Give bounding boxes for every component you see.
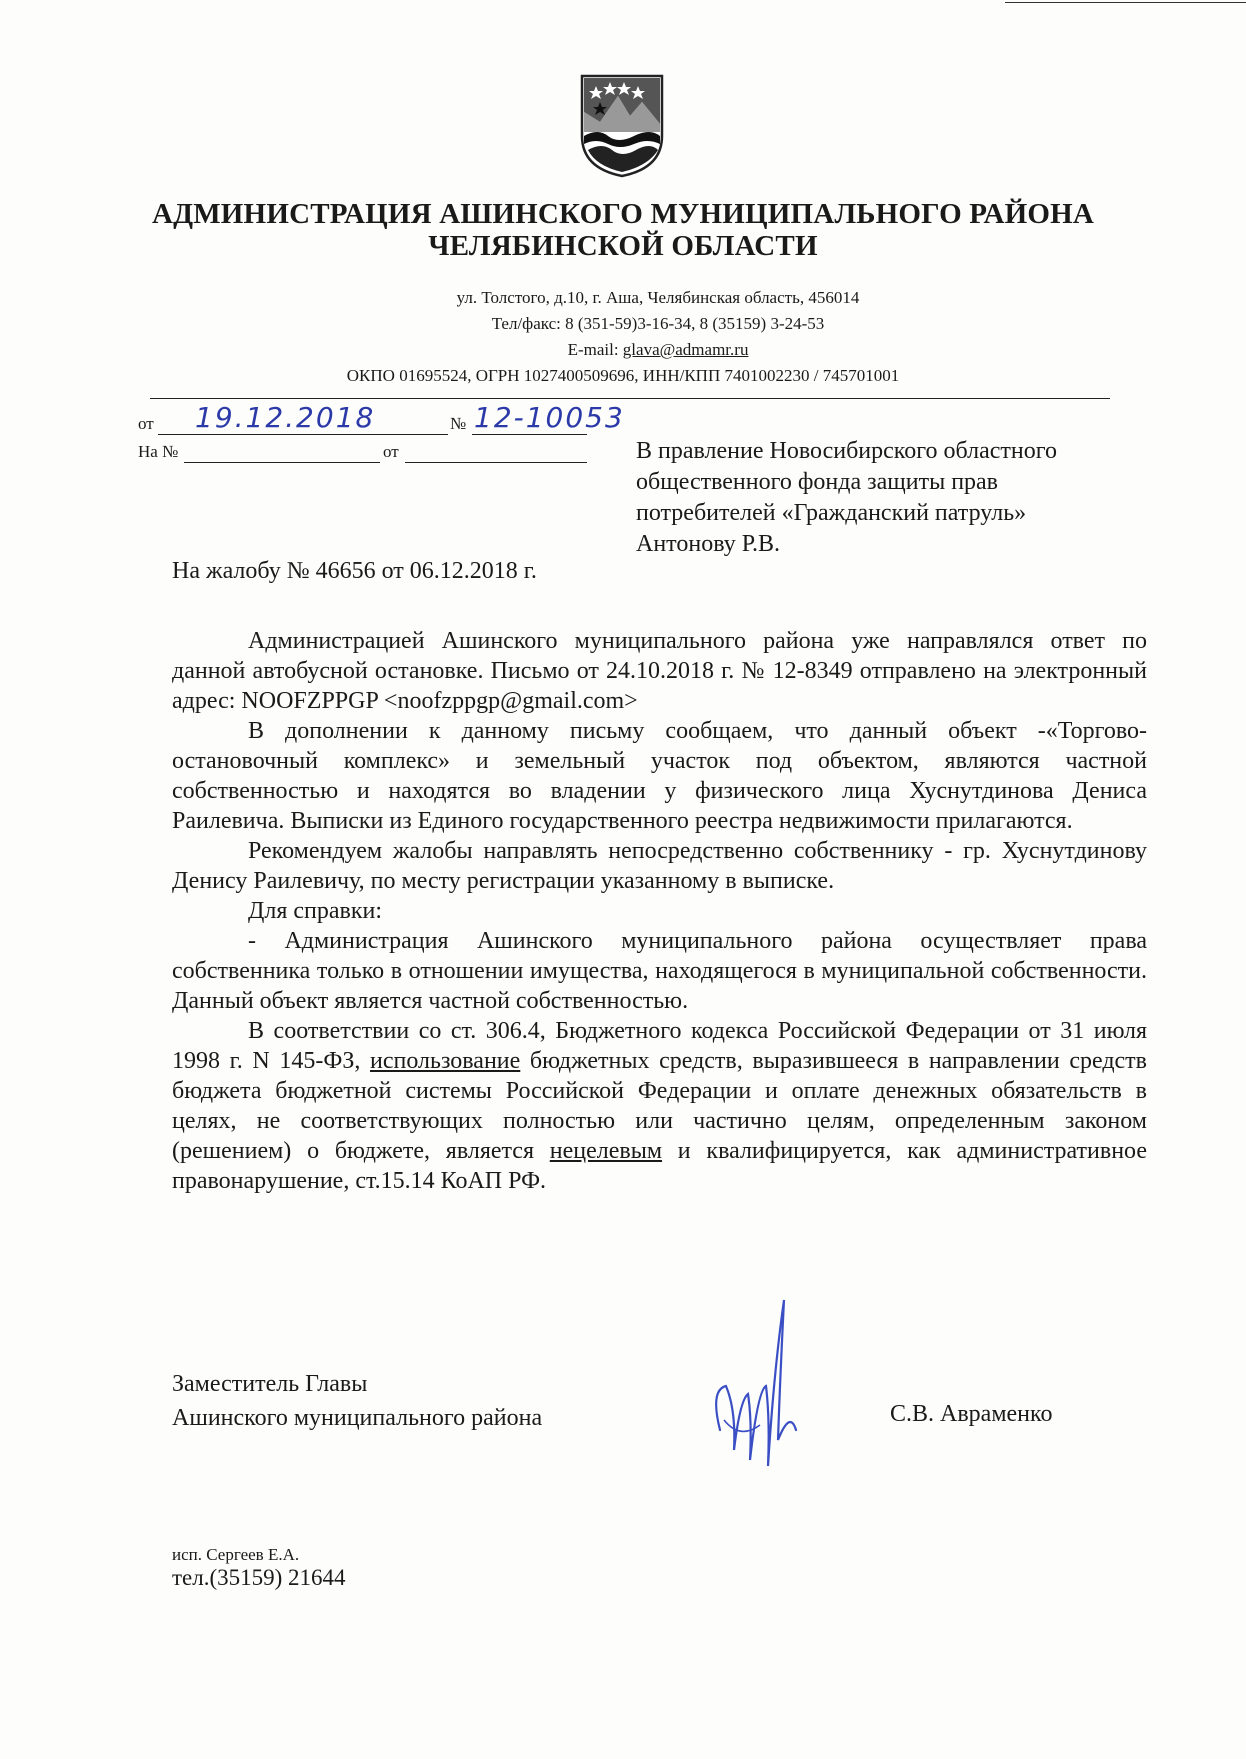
- signatory-position: [172, 1367, 542, 1435]
- addressee-block: [636, 436, 1136, 560]
- body-paragraph: Для справки:: [248, 898, 383, 924]
- coat-of-arms-icon: [578, 72, 666, 180]
- addressee-line: В правление Новосибирского областного: [636, 438, 1057, 464]
- handwritten-number: 12-10053: [474, 401, 625, 434]
- body-paragraph: В дополнении к данному письму сообщаем, что данный объект -«Торгово-остановочный комплекс» и земельный участок под объектом, являются частной собственностью и находятся во владении у физического лица Хуснутдинова Дениса Раилевича. Выписки из Единого государственного реестра недвижимости прилагаются.: [172, 718, 1147, 834]
- body-text-span: В соответствии со ст. 306.4, Бюджетного кодекса Российской Федерации от 31 июля 1998 г. N 145-ФЗ,: [172, 1018, 1147, 1074]
- position-line: Ашинского муниципального района: [172, 1405, 543, 1431]
- phone-fax: Тел/факс: 8 (351-59)3-16-34, 8 (35159) 3-24-53: [491, 314, 825, 333]
- number-label: №: [450, 414, 467, 433]
- underlined-term: нецелевым: [549, 1138, 663, 1164]
- body-text-span: бюджетных средств, выразившееся в направлении средств бюджета бюджетной системы Российской Федерации и оплате денежных обязательств в целях, не соответствующих полностью или частично целям, определенным законом (решением) о бюджете, является: [172, 1048, 1147, 1164]
- handwritten-signature: [700, 1290, 810, 1480]
- email-label: E-mail:: [567, 340, 623, 359]
- from-label: от: [138, 414, 154, 433]
- underlined-term: использование: [370, 1048, 521, 1074]
- top-edge-line: [1005, 2, 1246, 3]
- registration-codes: ОКПО 01695524, ОГРН 1027400509696, ИНН/КПП 7401002230 / 745701001: [346, 366, 900, 385]
- body-paragraph: Администрацией Ашинского муниципального района уже направлялся ответ по данной автобусной остановке. Письмо от 24.10.2018 г. № 12-8349 отправлено на электронный адрес: NOOFZPPGP <noofzppgp@gmail.com>: [172, 628, 1147, 714]
- reply-date-line: [405, 440, 587, 463]
- email-line: [0, 340, 1246, 360]
- reply-to-label: На №: [138, 442, 179, 461]
- addressee-line: потребителей «Гражданский патруль»: [636, 500, 1027, 526]
- reply-from-label: от: [383, 442, 399, 461]
- addressee-line: общественного фонда защиты прав: [636, 469, 999, 495]
- email-link[interactable]: glava@admamr.ru: [622, 340, 749, 359]
- organization-region: ЧЕЛЯБИНСКОЙ ОБЛАСТИ: [428, 230, 818, 262]
- handwritten-date: 19.12.2018: [195, 401, 376, 434]
- postal-address: ул. Толстого, д.10, г. Аша, Челябинская область, 456014: [456, 288, 860, 307]
- body-text-span: и квалифицируется, как административное правонарушение, ст.15.14 КоАП РФ.: [172, 1138, 1147, 1194]
- executor-phone: тел.(35159) 21644: [172, 1565, 346, 1590]
- position-line: Заместитель Главы: [172, 1371, 368, 1397]
- signatory-name: С.В. Авраменко: [890, 1401, 1053, 1427]
- organization-title: АДМИНИСТРАЦИЯ АШИНСКОГО МУНИЦИПАЛЬНОГО РАЙОНА: [151, 198, 1095, 230]
- subject-line: На жалобу № 46656 от 06.12.2018 г.: [172, 558, 537, 584]
- body-paragraph: - Администрация Ашинского муниципального района осуществляет права собственника только в отношении имущества, находящегося в муниципальной собственности. Данный объект является частной собственностью.: [172, 928, 1147, 1014]
- executor: исп. Сергеев Е.А.: [172, 1545, 300, 1564]
- addressee-line: Антонову Р.В.: [636, 531, 781, 557]
- header-divider: [150, 398, 1110, 399]
- reply-number-line: [184, 440, 380, 463]
- letter-body: [172, 626, 1147, 1196]
- body-paragraph: Рекомендуем жалобы направлять непосредственно собственнику - гр. Хуснутдинову Денису Раилевичу, по месту регистрации указанному в выписке.: [172, 838, 1147, 894]
- body-paragraph: [172, 1016, 1147, 1196]
